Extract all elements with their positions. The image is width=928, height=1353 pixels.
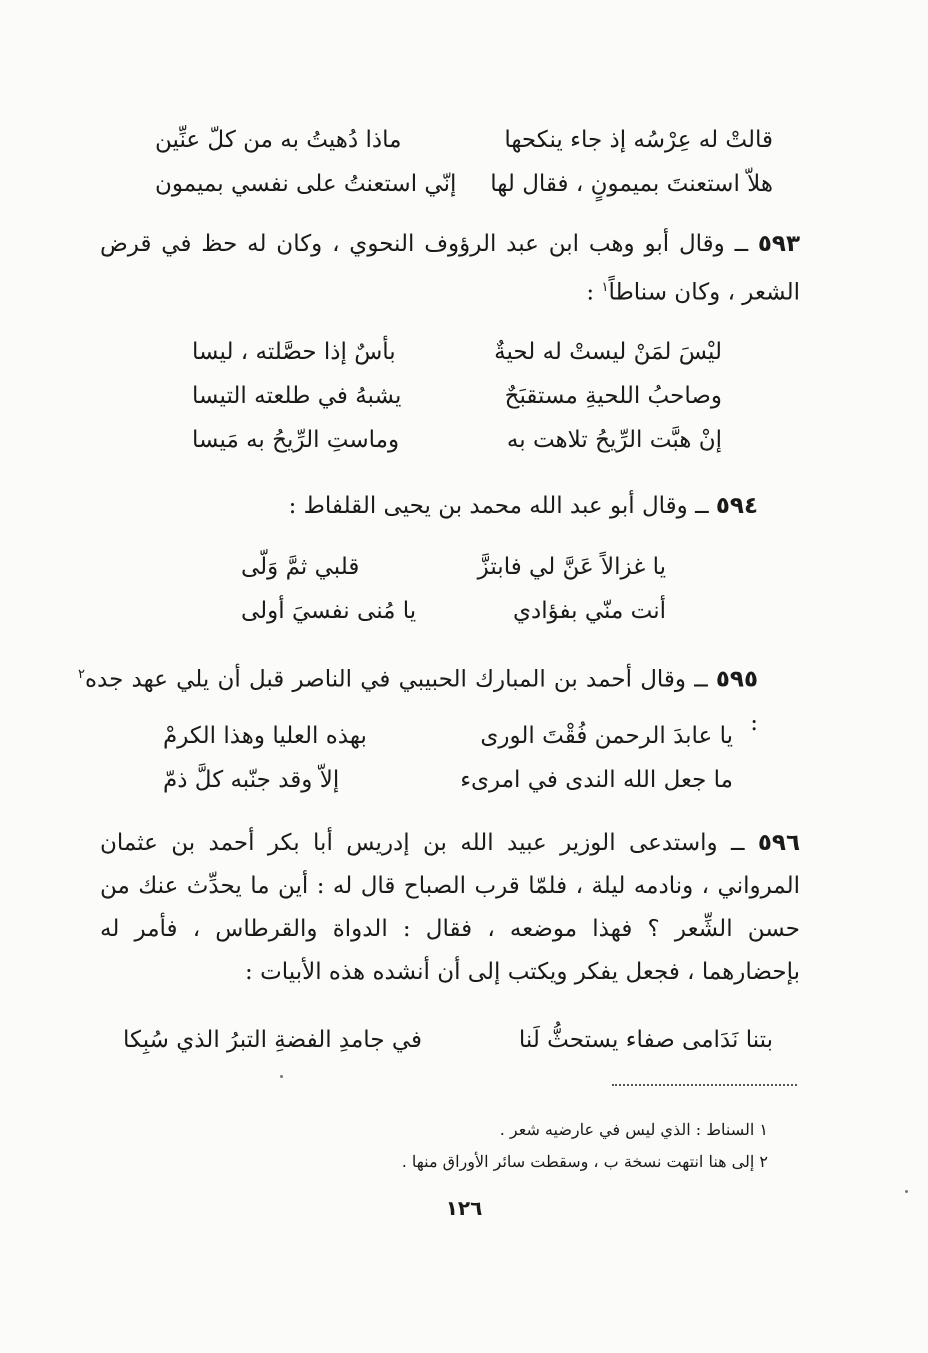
footnote-marker: ٢ [78, 667, 85, 682]
verse-block-593 [192, 330, 722, 462]
footnote-marker: ١ [601, 280, 609, 295]
verse-hemistich-first: بتنا نَدَامى صفاء يستحثُّ لَنا [518, 1027, 773, 1053]
verse-hemistich-second: يشبهُ في طلعته التيسا [192, 383, 402, 409]
verse-block-595 [163, 714, 733, 802]
scan-speck [280, 1075, 283, 1078]
verse-hemistich-second: ماذا دُهيتُ به من كلّ عنِّين [155, 127, 402, 153]
verse-block-596 [123, 1018, 773, 1062]
verse-hemistich-second: وماستِ الرِّيحُ به مَيسا [192, 427, 400, 453]
verse-block-594 [241, 545, 666, 633]
entry-number: ٥٩٦ [757, 830, 800, 856]
verse-hemistich-first: ما جعل الله الندى في امرىء [460, 767, 733, 793]
footnotes [148, 1114, 768, 1178]
verse-block-opening [155, 118, 773, 206]
footnote-2: ٢ إلى هنا انتهت نسخة ب ، وسقطت سائر الأوراق منها . [401, 1152, 768, 1171]
paragraph-text: ــ وقال أبو وهب ابن عبد الرؤوف النحوي ، وكان له حظ في قرض الشعر ، وكان سناطاً [100, 231, 800, 306]
verse-line [163, 758, 733, 802]
paragraph-594 [158, 485, 758, 528]
verse-hemistich-first: وصاحبُ اللحيةِ مستقبَحٌ [504, 383, 722, 409]
paragraph-end: : [586, 279, 602, 306]
paragraph-596 [100, 822, 800, 994]
footnote-1: ١ السناط : الذي ليس في عارضيه شعر . [499, 1120, 768, 1139]
verse-hemistich-second: إنّي استعنتُ على نفسي بميمون [155, 171, 457, 197]
verse-hemistich-first: هلاّ استعنتَ بميمونٍ ، فقال لها [490, 171, 773, 197]
scan-speck [905, 1190, 908, 1193]
verse-hemistich-second: بهذه العليا وهذا الكرمْ [163, 723, 367, 749]
paragraph-text: ــ وقال أحمد بن المبارك الحبيبي في الناصر قبل أن يلي عهد جده [84, 666, 716, 693]
verse-line [163, 714, 733, 758]
paragraph-end: : [750, 709, 758, 736]
verse-hemistich-second: إلاّ وقد جنّبه كلَّ ذمّ [163, 767, 340, 793]
verse-line [241, 589, 666, 633]
verse-line [155, 118, 773, 162]
verse-hemistich-first: يا عابدَ الرحمن فُقْتَ الورى [480, 723, 733, 749]
paragraph-text: ــ وقال أبو عبد الله محمد بن يحيى القلفاط : [288, 493, 716, 519]
verse-hemistich-first: أنت منّي بفؤادي [513, 598, 666, 624]
paragraph-593 [100, 223, 800, 315]
verse-hemistich-first: ليْسَ لمَنْ ليستْ له لحيةٌ [494, 339, 722, 365]
footnote-separator [612, 1084, 797, 1086]
verse-line [155, 162, 773, 206]
verse-line [241, 545, 666, 589]
verse-line [192, 418, 722, 462]
entry-number: ٥٩٥ [715, 666, 758, 693]
verse-hemistich-first: يا غزالاً عَنَّ لي فابتزَّ [477, 554, 666, 580]
entry-number: ٥٩٤ [715, 493, 758, 519]
verse-hemistich-first: إنْ هبَّت الرِّيحُ تلاهت به [506, 427, 722, 453]
verse-line [123, 1018, 773, 1062]
page-number: ١٢٦ [445, 1196, 483, 1220]
verse-hemistich-first: قالتْ له عِرْسُه إذ جاء ينكحها [504, 127, 773, 153]
paragraph-text: ــ واستدعى الوزير عبيد الله بن إدريس أبا بكر أحمد بن عثمان المرواني ، ونادمه ليلة ، فلمّا قرب الصباح قال له : أين ما يحدِّث عنك من حسن الشِّعر ؟ فهذا موضعه ، فقال : الدواة والقرطاس ، فأمر له بإحضارهما ، فجعل يفكر ويكتب إلى أن أنشده هذه الأبيات : [100, 830, 800, 985]
verse-hemistich-second: قلبي ثمَّ وَلّى [241, 554, 360, 580]
verse-hemistich-second: يا مُنى نفسيَ أولى [241, 598, 417, 624]
verse-line [192, 374, 722, 418]
verse-hemistich-second: بأسٌ إذا حصَّلته ، ليسا [192, 339, 396, 365]
verse-hemistich-second: في جامدِ الفضةِ التبرُ الذي سُبِكا [123, 1027, 423, 1053]
verse-line [192, 330, 722, 374]
entry-number: ٥٩٣ [757, 231, 800, 257]
